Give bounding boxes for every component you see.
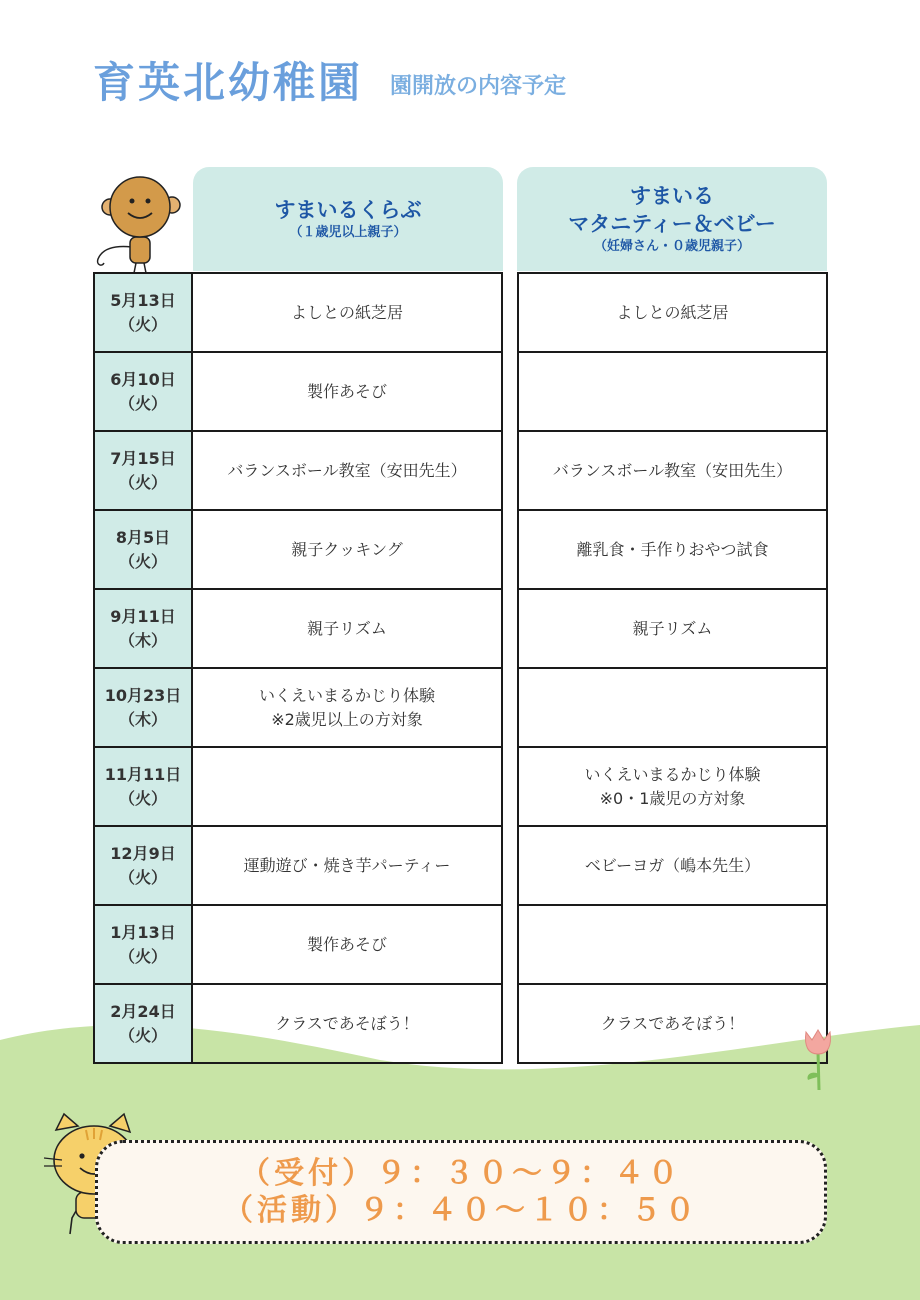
table-row [518,589,827,668]
tulip-illustration [800,1026,836,1092]
maternity-activity-cell: ベビーヨガ（嶋本先生） [518,826,827,905]
table-row [518,984,827,1063]
maternity-activity-cell: クラスであそぼう！ [518,984,827,1063]
column-title: すまいるくらぶ [274,197,422,222]
column-subtitle: （１歳児以上親子） [289,225,407,241]
monkey-illustration [92,175,184,275]
club-schedule-table [93,272,503,1064]
table-row [94,984,502,1063]
table-row [94,431,502,510]
maternity-activity-cell: バランスボール教室（安田先生） [518,431,827,510]
date-cell: 11月11日 （火） [94,747,192,826]
club-activity-cell: バランスボール教室（安田先生） [192,431,502,510]
maternity-activity-cell [518,352,827,431]
table-row [94,747,502,826]
date-cell: 5月13日 （火） [94,273,192,352]
maternity-activity-cell [518,668,827,747]
date-cell: 12月9日 （火） [94,826,192,905]
reception-time: （受付）９：３０～９：４０ [240,1155,682,1191]
table-row [94,668,502,747]
date-cell: 1月13日 （火） [94,905,192,984]
table-row [518,905,827,984]
table-row [518,352,827,431]
activity-time: （活動）９：４０～１０：５０ [223,1193,699,1228]
club-activity-cell: 親子リズム [192,589,502,668]
school-name: 育英北幼稚園 [93,58,364,107]
date-cell: 8月5日 （火） [94,510,192,589]
table-row [94,589,502,668]
table-row [518,431,827,510]
column-subtitle: （妊婦さん・０歳児親子） [593,239,750,255]
maternity-activity-cell: よしとの紙芝居 [518,273,827,352]
club-activity-cell: クラスであそぼう！ [192,984,502,1063]
maternity-activity-cell: いくえいまるかじり体験 ※0・1歳児の方対象 [518,747,827,826]
page-subtitle: 園開放の内容予定 [390,74,567,99]
date-cell: 6月10日 （火） [94,352,192,431]
table-row [518,747,827,826]
date-cell: 9月11日 （木） [94,589,192,668]
column-title-line2: マタニティー＆ベビー [568,211,776,236]
table-row [94,273,502,352]
club-activity-cell: 運動遊び・焼き芋パーティー [192,826,502,905]
column-header-maternity-baby [517,167,827,271]
column-header-smile-club [193,167,503,271]
table-row [518,510,827,589]
club-activity-cell: 製作あそび [192,352,502,431]
date-cell: 10月23日 （木） [94,668,192,747]
date-cell: 7月15日 （火） [94,431,192,510]
table-row [94,510,502,589]
table-row [518,826,827,905]
club-activity-cell: よしとの紙芝居 [192,273,502,352]
club-activity-cell: いくえいまるかじり体験 ※2歳児以上の方対象 [192,668,502,747]
maternity-schedule-table [517,272,828,1064]
table-row [94,826,502,905]
maternity-activity-cell: 離乳食・手作りおやつ試食 [518,510,827,589]
maternity-activity-cell: 親子リズム [518,589,827,668]
table-row [94,905,502,984]
maternity-activity-cell [518,905,827,984]
table-row [518,273,827,352]
time-info-box [95,1140,827,1244]
column-title-line1: すまいる [630,183,714,208]
table-row [518,668,827,747]
club-activity-cell: 製作あそび [192,905,502,984]
club-activity-cell [192,747,502,826]
club-activity-cell: 親子クッキング [192,510,502,589]
date-cell: 2月24日 （火） [94,984,192,1063]
table-row [94,352,502,431]
